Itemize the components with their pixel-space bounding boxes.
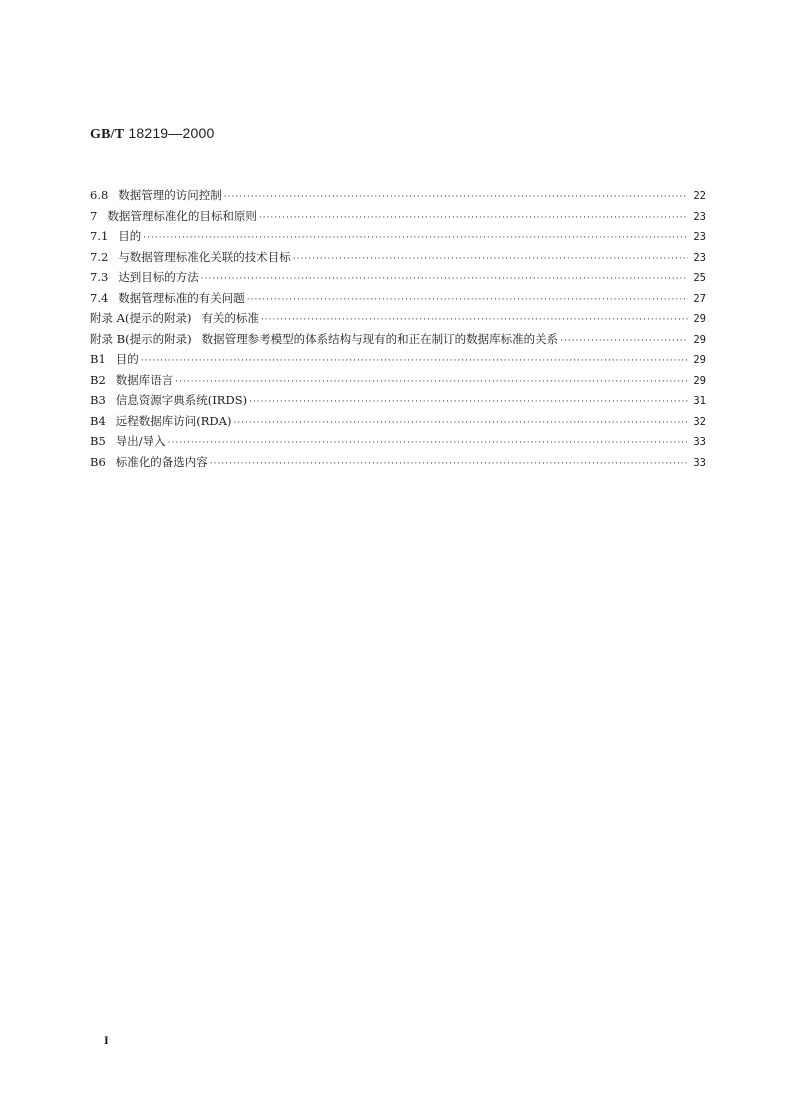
toc-entry-title: 数据管理的访问控制 [118,188,222,202]
toc-entry[interactable] [90,269,706,290]
toc-entry[interactable] [90,392,706,413]
toc-entry-page: 27 [693,292,706,305]
toc-entry-page: 29 [693,374,706,387]
toc-dot-leader [261,315,688,325]
toc-dot-leader [249,397,688,407]
toc-entry-title: 达到目标的方法 [118,270,199,284]
toc-entry-page: 32 [693,415,706,428]
toc-entry-number: 7.4 [90,290,109,305]
toc-entry-title: 有关的标准 [201,311,259,325]
toc-entry-number: B4 [90,413,106,428]
toc-entry-number: B3 [90,393,106,407]
toc-entry-title: 导出/导入 [115,434,166,448]
toc-dot-leader [210,459,688,469]
table-of-contents [90,187,706,474]
toc-entry-page: 31 [693,395,706,407]
toc-entry-page: 25 [693,272,706,284]
toc-entry-number: B2 [90,372,106,387]
toc-entry-page: 33 [693,436,706,448]
toc-entry[interactable] [90,351,706,372]
toc-entry-number: 附录 A(提示的附录) [90,311,192,325]
toc-entry[interactable] [90,310,706,331]
toc-entry-title: 标准化的备选内容 [115,454,208,469]
standard-number: 18219—2000 [128,125,215,141]
toc-entry-page: 29 [693,313,706,325]
toc-entry-title: 数据管理参考模型的体系结构与现有的和正在制订的数据库标准的关系 [201,331,559,346]
toc-entry-number: 6.8 [90,188,109,202]
toc-entry-title: 信息资源字典系统(IRDS) [115,393,248,407]
toc-entry[interactable] [90,228,706,249]
toc-entry-page: 23 [693,231,706,243]
toc-dot-leader [201,274,688,284]
toc-entry-title: 数据管理标准的有关问题 [118,290,245,305]
toc-entry[interactable] [90,454,706,475]
toc-dot-leader [259,213,688,223]
toc-entry-title: 数据库语言 [115,372,174,387]
toc-entry-title: 与数据管理标准化关联的技术目标 [118,249,291,264]
toc-dot-leader [560,336,688,346]
toc-entry-page: 23 [693,210,706,223]
toc-dot-leader [143,233,688,243]
toc-entry[interactable] [90,290,706,311]
toc-entry[interactable] [90,249,706,270]
toc-entry-number: 附录 B(提示的附录) [90,331,192,346]
toc-entry[interactable] [90,208,706,229]
toc-entry-number: B6 [90,454,106,469]
toc-entry-number: 7 [90,208,98,223]
toc-entry-page: 29 [693,333,706,346]
toc-dot-leader [293,254,688,264]
toc-dot-leader [247,295,688,305]
toc-entry-title: 数据管理标准化的目标和原则 [107,208,257,223]
toc-entry-title: 远程数据库访问(RDA) [115,413,232,428]
toc-entry-page: 23 [693,251,706,264]
toc-entry-number: 7.1 [90,229,109,243]
toc-dot-leader [168,438,688,448]
toc-entry-number: B5 [90,434,106,448]
toc-entry-page: 33 [693,456,706,469]
page-numeral: I [104,1033,109,1047]
standard-code: GB/T [90,127,125,142]
toc-entry-number: 7.3 [90,270,109,284]
toc-entry-number: 7.2 [90,249,109,264]
document-header [90,125,214,143]
toc-dot-leader [175,377,688,387]
toc-entry[interactable] [90,187,706,208]
toc-entry[interactable] [90,372,706,393]
toc-entry-number: B1 [90,352,106,366]
toc-entry[interactable] [90,433,706,454]
toc-entry[interactable] [90,413,706,434]
toc-entry[interactable] [90,331,706,352]
toc-dot-leader [141,356,688,366]
toc-entry-title: 目的 [118,229,142,243]
toc-entry-page: 22 [693,190,706,202]
toc-entry-title: 目的 [115,352,139,366]
toc-entry-page: 29 [693,354,706,366]
toc-dot-leader [224,192,688,202]
toc-dot-leader [233,418,688,428]
